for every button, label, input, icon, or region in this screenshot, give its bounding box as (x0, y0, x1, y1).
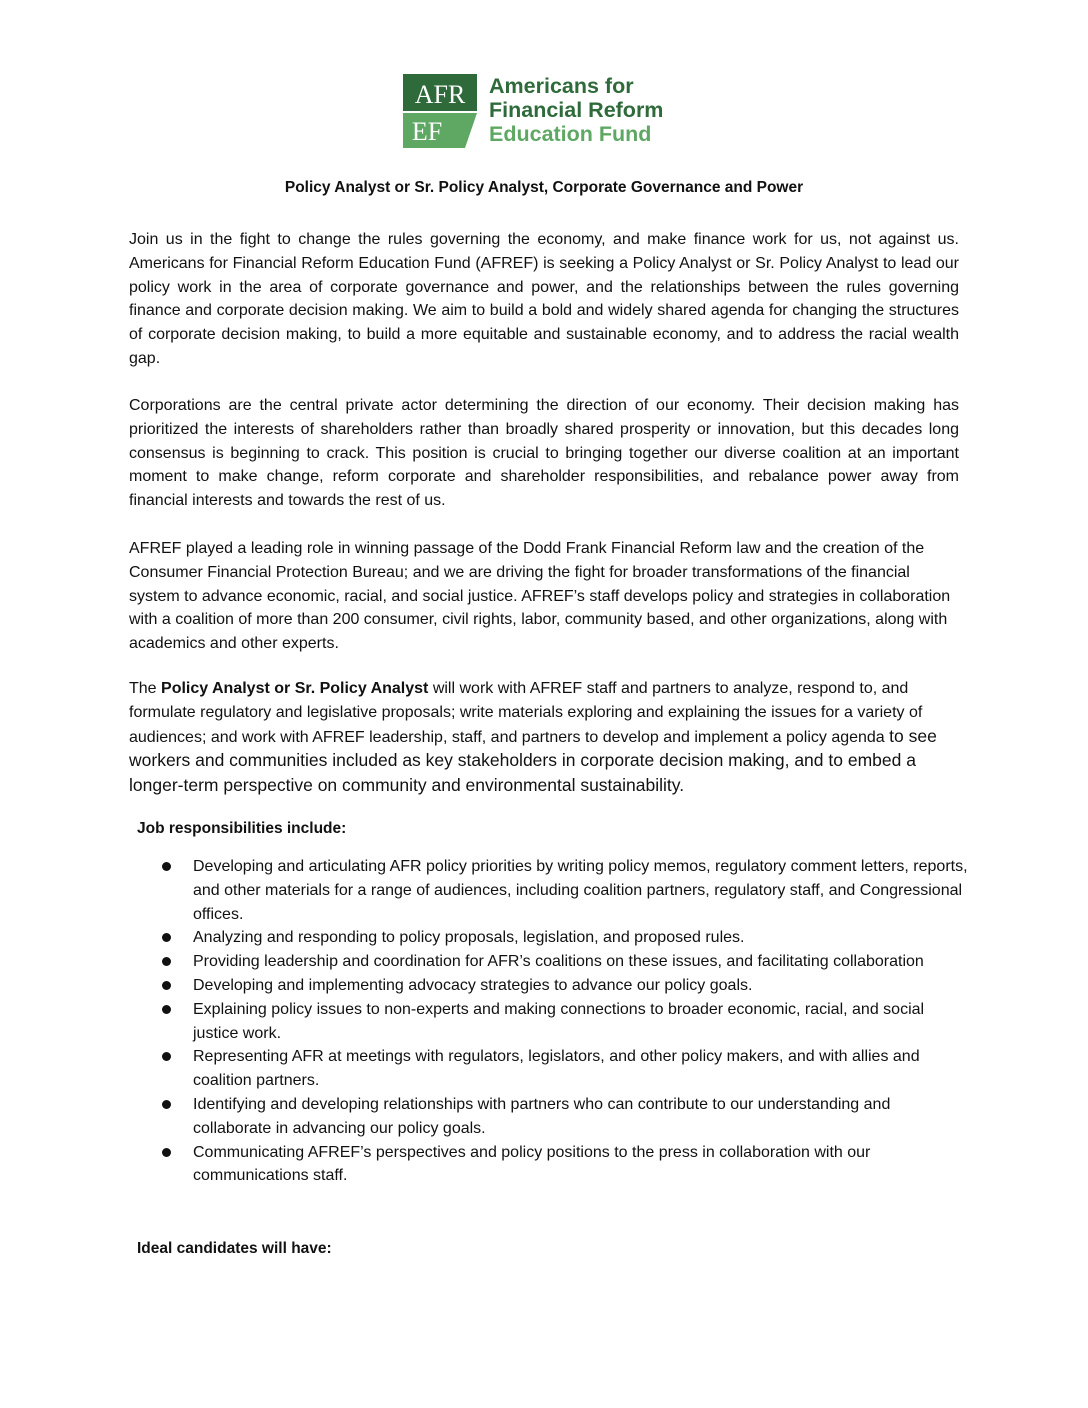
responsibilities-list (159, 855, 969, 1188)
afref-logo (403, 74, 693, 148)
list-item: Explaining policy issues to non-experts and making connections to broader economic, racial, and social justice work. (159, 998, 969, 1046)
role-paragraph-lead: The (129, 680, 162, 697)
role-paragraph (129, 677, 959, 799)
role-paragraph-body: will work with AFREF staff and partners to analyze, respond to, and formulate regulatory and legislative proposals; write materials exploring and explaining the issues for a variety of audiences; and work with AFREF leadership, staff, and partners to develop and implement a policy agenda (129, 680, 923, 746)
bullet-icon (162, 1100, 171, 1109)
candidates-heading: Ideal candidates will have: (137, 1240, 332, 1257)
logo-mark-afr: AFR (414, 80, 466, 109)
list-item: Representing AFR at meetings with regulators, legislators, and other policy makers, and with allies and coalition partners. (159, 1045, 969, 1093)
logo-line-3: Education Fund (489, 122, 652, 146)
role-paragraph-goal: to see workers and communities included as key stakeholders in corporate decision making, and to embed a longer-term perspective on community and environmental sustainability. (129, 725, 937, 796)
bullet-icon (162, 1148, 171, 1157)
bullet-icon (162, 933, 171, 942)
role-title-bold: Policy Analyst or Sr. Policy Analyst (161, 680, 429, 697)
corporations-paragraph: Corporations are the central private actor determining the direction of our economy. Their decision making has prioritized the interests of shareholders rather than broadly shared prosperity or innovation, but this decades long consensus is beginning to crack. This position is crucial to bringing together our diverse coalition at an important moment to make change, reform corporate and shareholder responsibilities, and rebalance power away from financial interests and towards the rest of us. (129, 397, 959, 510)
bullet-icon (162, 1052, 171, 1061)
logo-line-2: Financial Reform (489, 98, 664, 122)
list-item: Communicating AFREF’s perspectives and policy positions to the press in collaboration with our communications staff. (159, 1141, 969, 1189)
list-item: Analyzing and responding to policy proposals, legislation, and proposed rules. (159, 926, 969, 950)
logo-mark-ef: EF (411, 117, 443, 146)
bullet-icon (162, 1005, 171, 1014)
bullet-icon (162, 862, 171, 871)
intro-paragraph: Join us in the fight to change the rules governing the economy, and make finance work for us, not against us. Americans for Financial Reform Education Fund (AFREF) is seeking a Policy Analyst or Sr. Policy Analyst to lead our policy work in the area of corporate governance and power, and the relationships between the rules governing finance and corporate decision making. We aim to build a bold and widely shared agenda for changing the structures of corporate decision making, to build a more equitable and sustainable economy, and to address the racial wealth gap. (129, 231, 959, 367)
logo-line-1: Americans for (489, 74, 634, 98)
bullet-icon (162, 981, 171, 990)
job-title: Policy Analyst or Sr. Policy Analyst, Corporate Governance and Power (284, 179, 804, 196)
bullet-icon (162, 957, 171, 966)
logo-wordmark (489, 74, 699, 146)
list-item: Developing and articulating AFR policy priorities by writing policy memos, regulatory comment letters, reports, and other materials for a range of audiences, including coalition partners, regulatory staff, and Congressional offices. (159, 855, 969, 926)
afref-background-paragraph: AFREF played a leading role in winning passage of the Dodd Frank Financial Reform law and the creation of the Consumer Financial Protection Bureau; and we are driving the fight for broader transformations of the financial system to advance economic, racial, and social justice. AFREF’s staff develops policy and strategies in collaboration with a coalition of more than 200 consumer, civil rights, labor, community based, and other organizations, along with academics and other experts. (129, 540, 951, 653)
afref-logo-mark (403, 74, 477, 148)
responsibilities-heading: Job responsibilities include: (137, 820, 347, 837)
list-item: Providing leadership and coordination for AFR’s coalitions on these issues, and facilitating collaboration (159, 950, 969, 974)
list-item: Developing and implementing advocacy strategies to advance our policy goals. (159, 974, 969, 998)
list-item: Identifying and developing relationships with partners who can contribute to our understanding and collaborate in advancing our policy goals. (159, 1093, 969, 1141)
